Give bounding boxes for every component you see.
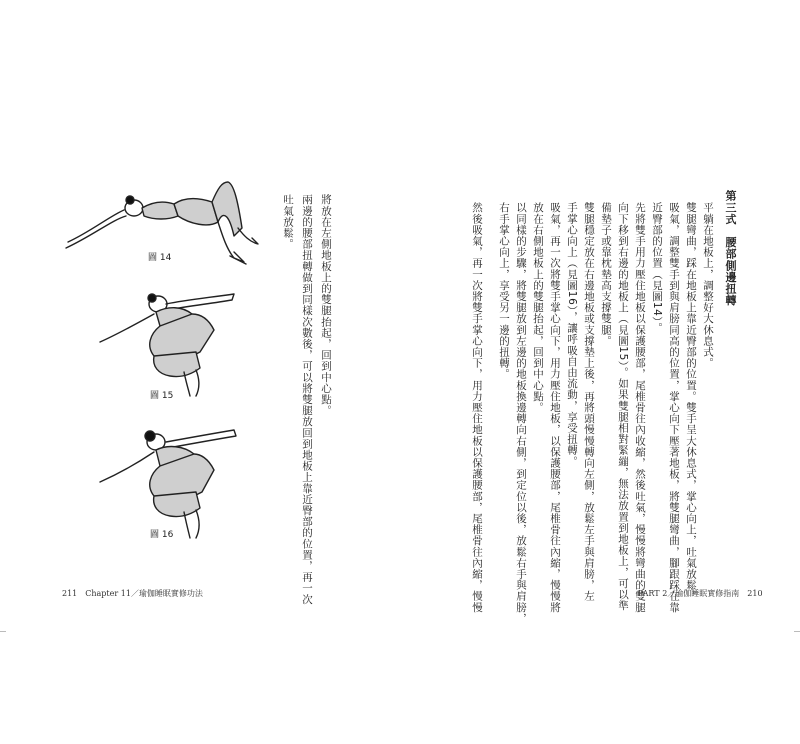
right-text-col-2: 雙腿彎曲，踩在地板上靠近臀部的位置。雙手呈大休息式，掌心向上，吐氣放鬆。	[685, 202, 697, 602]
right-text-col-6: 向下移到右邊的地板上（見圖15）。如果雙腿相對緊繃，無法放置到地板上，可以準	[617, 202, 629, 611]
right-text-col-1: 平躺在地板上，調整好大休息式。	[702, 202, 714, 369]
left-text-col-1: 將放在左側地板上的雙腿抬起，回到中心點。	[320, 194, 332, 416]
right-text-col-11: 放在右側地板上的雙腿抬起，回到中心點。	[532, 202, 544, 413]
figure-15-caption: 圖 15	[150, 391, 174, 401]
right-text-col-9: 手掌心向上（見圖16），讓呼吸自由流動，享受扭轉。	[566, 202, 578, 467]
right-crop-mark	[794, 631, 800, 632]
left-crop-mark	[0, 631, 6, 632]
figure-16-caption: 圖 16	[150, 530, 174, 540]
spinal-twist-head-turned-figure-icon	[96, 424, 246, 544]
section-heading: 第三式 腰部側邊扭轉	[724, 190, 737, 306]
right-page-footer: PART 2／瑜伽睡眠實修指南 210	[638, 589, 763, 598]
spinal-twist-figure-icon	[96, 290, 246, 400]
right-text-col-8: 雙腿穩定放在右邊地板或支撐墊上後，再將頭慢慢轉向左側，放鬆左手與肩膀，左	[583, 202, 595, 602]
right-text-col-7: 備墊子或靠枕墊高支撐雙腿。	[600, 202, 612, 347]
left-page-footer: 211 Chapter 11／瑜伽睡眠實修功法	[62, 589, 203, 598]
right-text-col-14: 然後吸氣，再一次將雙手掌心向下，用力壓住地板以保護腰部，尾椎骨往內縮，慢慢	[471, 202, 483, 613]
right-text-col-5: 先將雙手用力壓住地板以保護腰部，尾椎骨往內收縮，然後吐氣，慢慢將彎曲的雙腿	[634, 202, 646, 613]
figure-14-caption: 圖 14	[148, 253, 172, 263]
right-text-col-3: 吸氣，調整雙手到與肩膀同高的位置，掌心向下壓著地板，將雙腿彎曲，腳跟踩在靠	[668, 202, 680, 613]
right-text-col-13: 右手掌心向上，享受另一邊的扭轉。	[498, 202, 510, 380]
right-page	[400, 0, 800, 744]
left-text-col-2: 兩邊的腰部扭轉做到同樣次數後，可以將雙腿放回到地板上靠近臀部的位置，再一次	[301, 194, 313, 605]
right-text-col-4: 近臀部的位置（見圖14）。	[651, 202, 663, 334]
right-text-col-10: 吸氣，再一次將雙手掌心向下，用力壓住地板，以保護腰部，尾椎骨往內縮，慢慢將	[549, 202, 561, 613]
left-text-col-3: 吐氣放鬆。	[282, 194, 294, 250]
right-text-col-12: 以同樣的步驟，將雙腿放到左邊的地板換邊轉向右側，到定位以後，放鬆右手與肩膀，	[515, 202, 527, 624]
